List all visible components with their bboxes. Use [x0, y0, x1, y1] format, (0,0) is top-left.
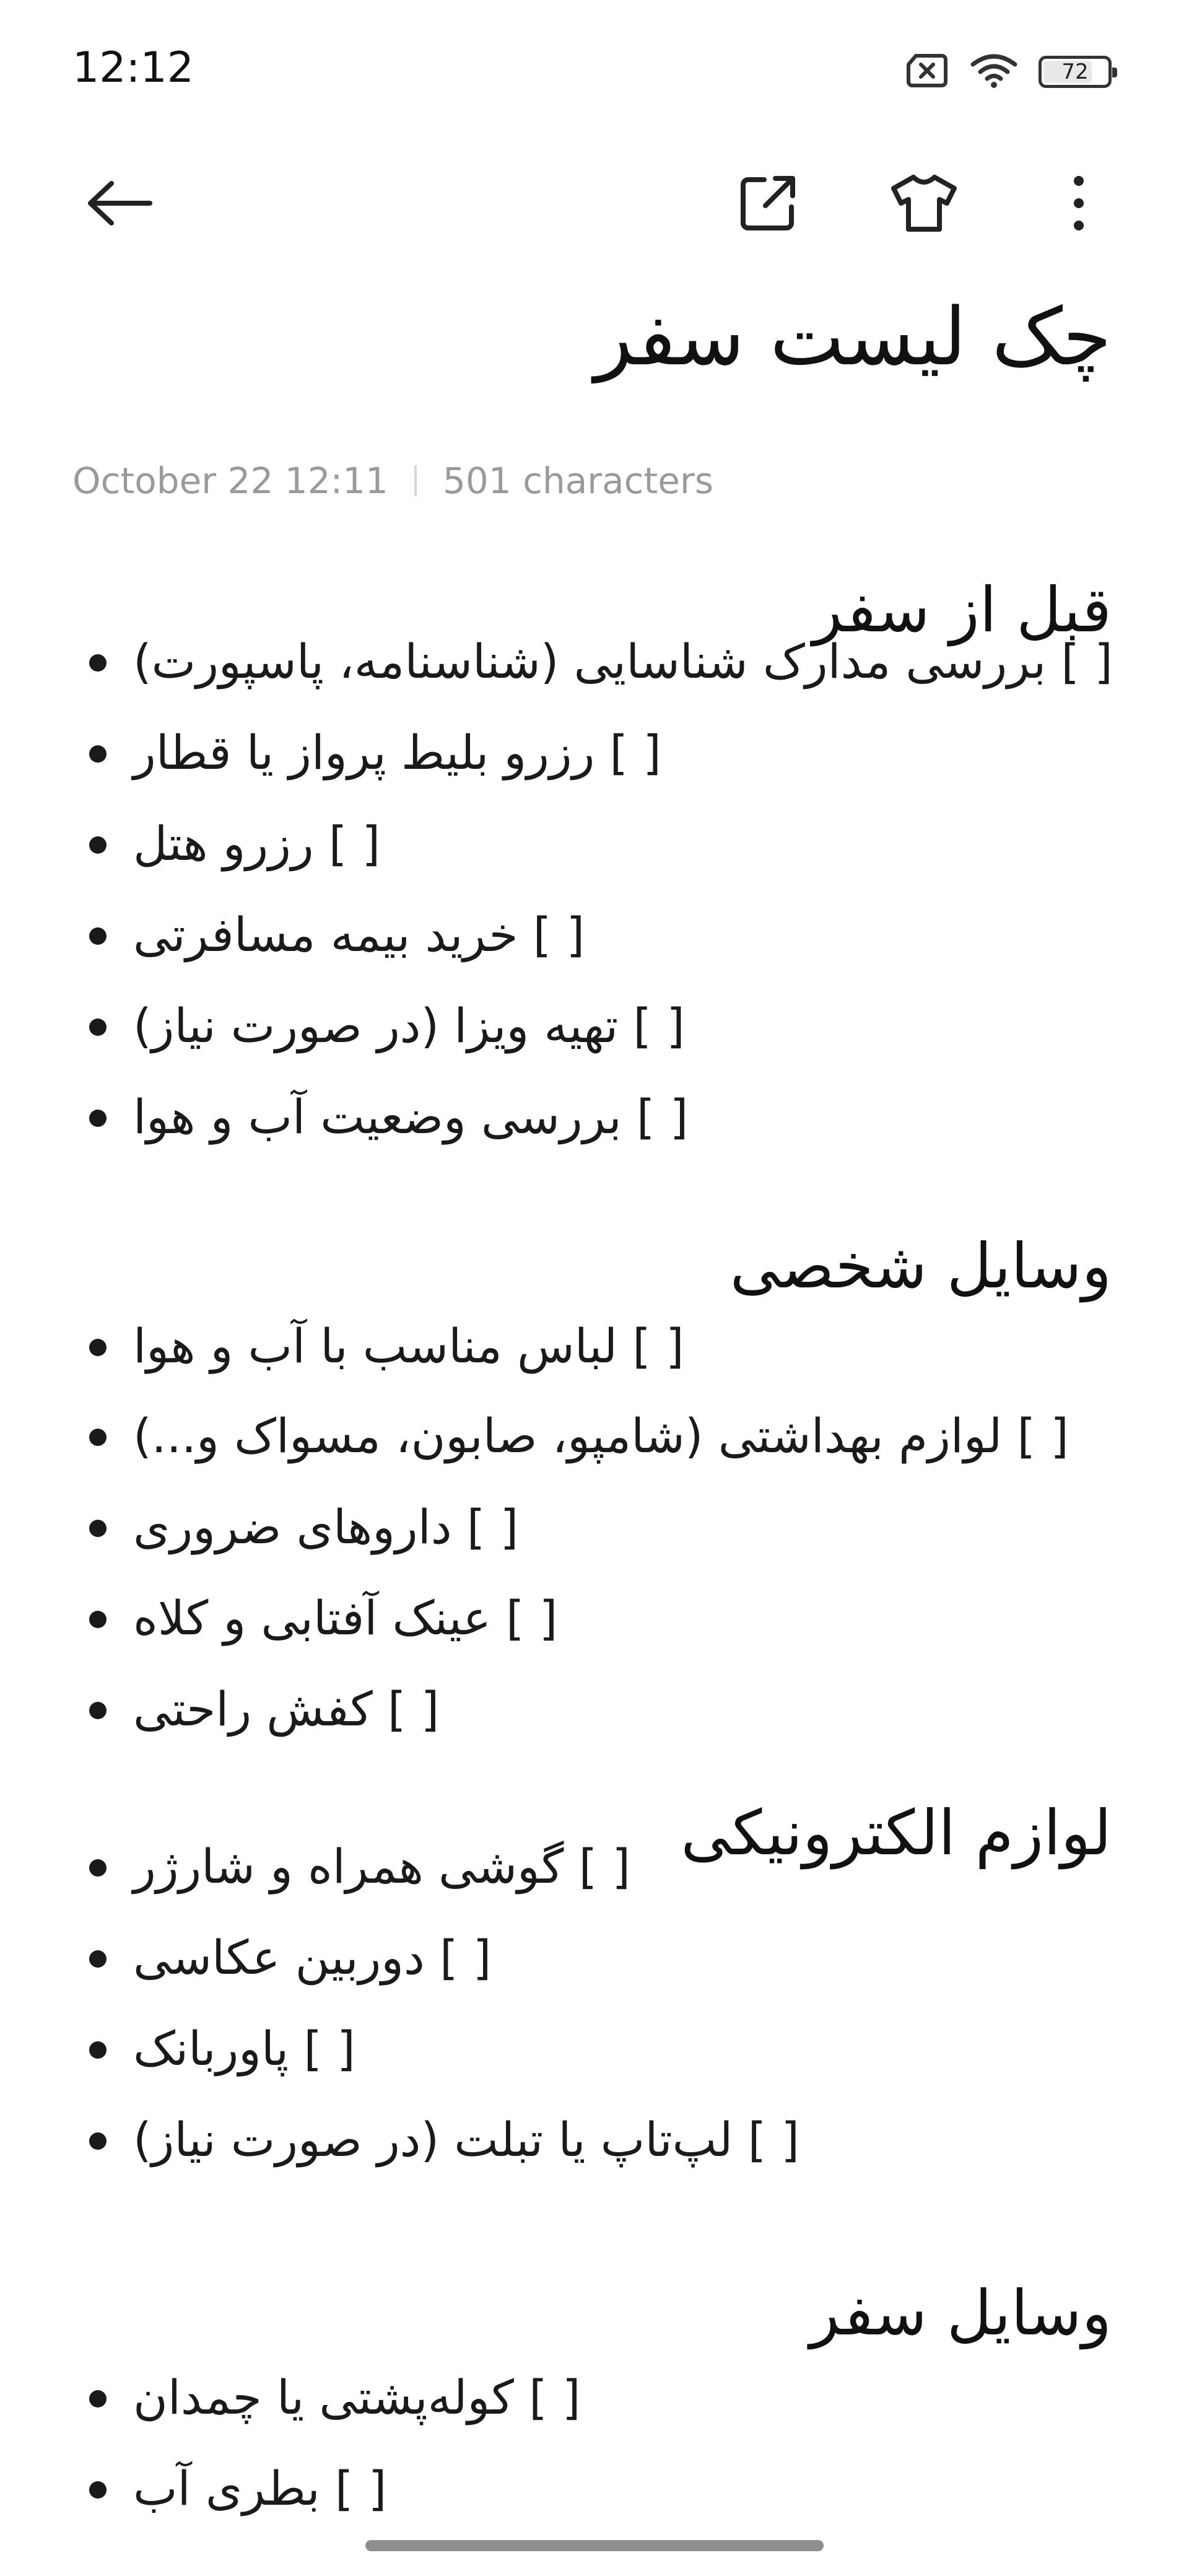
note-meta — [72, 460, 713, 502]
list-item-text: [ ] خرید بیمه مسافرتی — [133, 907, 585, 962]
character-count: 501 characters — [442, 460, 714, 502]
status-icons — [905, 52, 1112, 92]
list-item[interactable] — [0, 1921, 1189, 1995]
bullet — [89, 2041, 107, 2059]
status-bar — [0, 0, 1189, 149]
bullet — [89, 654, 107, 672]
theme-button[interactable] — [887, 167, 961, 242]
arrow-left-icon — [85, 178, 154, 230]
list-item[interactable] — [0, 1309, 1189, 1383]
list-item-text: [ ] کفش راحتی — [133, 1681, 440, 1737]
list-item-text: [ ] دوربین عکاسی — [133, 1930, 492, 1985]
list-item[interactable] — [0, 716, 1189, 790]
list-item-text: [ ] لپ‌تاپ یا تبلت (در صورت نیاز) — [133, 2112, 800, 2167]
back-button[interactable] — [82, 167, 157, 242]
bullet — [89, 1950, 107, 1968]
list-item[interactable] — [0, 1490, 1189, 1564]
bullet — [89, 1110, 107, 1127]
list-item-text: [ ] لوازم بهداشتی (شامپو، صابون، مسواک و...) — [133, 1408, 1069, 1463]
bullet — [89, 2132, 107, 2150]
bullet — [89, 927, 107, 945]
bullet — [89, 1702, 107, 1719]
list-item-text: [ ] بررسی مدارک شناسایی (شناسنامه، پاسپورت) — [133, 634, 1113, 689]
share-button[interactable] — [731, 167, 805, 242]
list-item-text: [ ] کوله‌پشتی یا چمدان — [133, 2370, 581, 2425]
list-item[interactable] — [0, 1080, 1189, 1154]
bullet — [89, 1429, 107, 1446]
list-item[interactable] — [0, 989, 1189, 1063]
note-title[interactable]: چک لیست سفر — [594, 291, 1112, 383]
bullet — [89, 2481, 107, 2499]
list-item-text: [ ] بررسی وضعیت آب و هوا — [133, 1089, 689, 1144]
list-item-text: [ ] لباس مناسب با آب و هوا — [133, 1318, 684, 1373]
more-vertical-icon — [1071, 172, 1086, 237]
bullet — [89, 1019, 107, 1036]
section-heading: لوازم الکترونیکی — [681, 1797, 1112, 1869]
list-item[interactable] — [0, 898, 1189, 972]
list-item[interactable] — [0, 2103, 1189, 2177]
bullet — [89, 1339, 107, 1356]
section-heading: قبل از سفر — [812, 574, 1112, 646]
battery-level: 72 — [1061, 59, 1089, 84]
note-date: October 22 12:11 — [72, 460, 388, 502]
status-time: 12:12 — [72, 43, 194, 92]
list-item[interactable] — [0, 807, 1189, 881]
tshirt-icon — [890, 172, 958, 237]
list-item[interactable] — [0, 1399, 1189, 1473]
bullet — [89, 1611, 107, 1628]
bullet — [89, 1520, 107, 1537]
list-item[interactable] — [0, 624, 1189, 699]
list-item-text: [ ] پاوربانک — [133, 2021, 355, 2076]
list-item[interactable] — [0, 1672, 1189, 1746]
more-options-button[interactable] — [1042, 167, 1116, 242]
wifi-icon — [969, 52, 1019, 92]
list-item[interactable] — [0, 1829, 1189, 1904]
list-item[interactable] — [0, 2360, 1189, 2435]
list-item[interactable] — [0, 1581, 1189, 1655]
bullet — [89, 745, 107, 763]
list-item-text: [ ] داروهای ضروری — [133, 1499, 519, 1554]
bullet — [89, 2390, 107, 2407]
external-share-icon — [737, 172, 799, 237]
section-heading: وسایل شخصی — [730, 1230, 1112, 1302]
list-item[interactable] — [0, 2451, 1189, 2526]
list-item-text: [ ] گوشی همراه و شارژر — [133, 1839, 631, 1894]
no-sim-icon — [905, 53, 949, 90]
list-item-text: [ ] رزرو هتل — [133, 816, 381, 871]
list-item-text: [ ] بطری آب — [133, 2461, 387, 2516]
list-item[interactable] — [0, 2012, 1189, 2086]
bullet — [89, 836, 107, 854]
home-indicator[interactable] — [365, 2540, 824, 2551]
meta-divider — [414, 465, 417, 496]
list-item-text: [ ] تهیه ویزا (در صورت نیاز) — [133, 998, 685, 1053]
bullet — [89, 1859, 107, 1877]
toolbar — [0, 149, 1189, 260]
battery-icon — [1039, 56, 1112, 88]
list-item-text: [ ] رزرو بلیط پرواز یا قطار — [133, 725, 661, 780]
list-item-text: [ ] عینک آفتابی و کلاه — [133, 1590, 558, 1645]
section-heading: وسایل سفر — [809, 2277, 1112, 2349]
